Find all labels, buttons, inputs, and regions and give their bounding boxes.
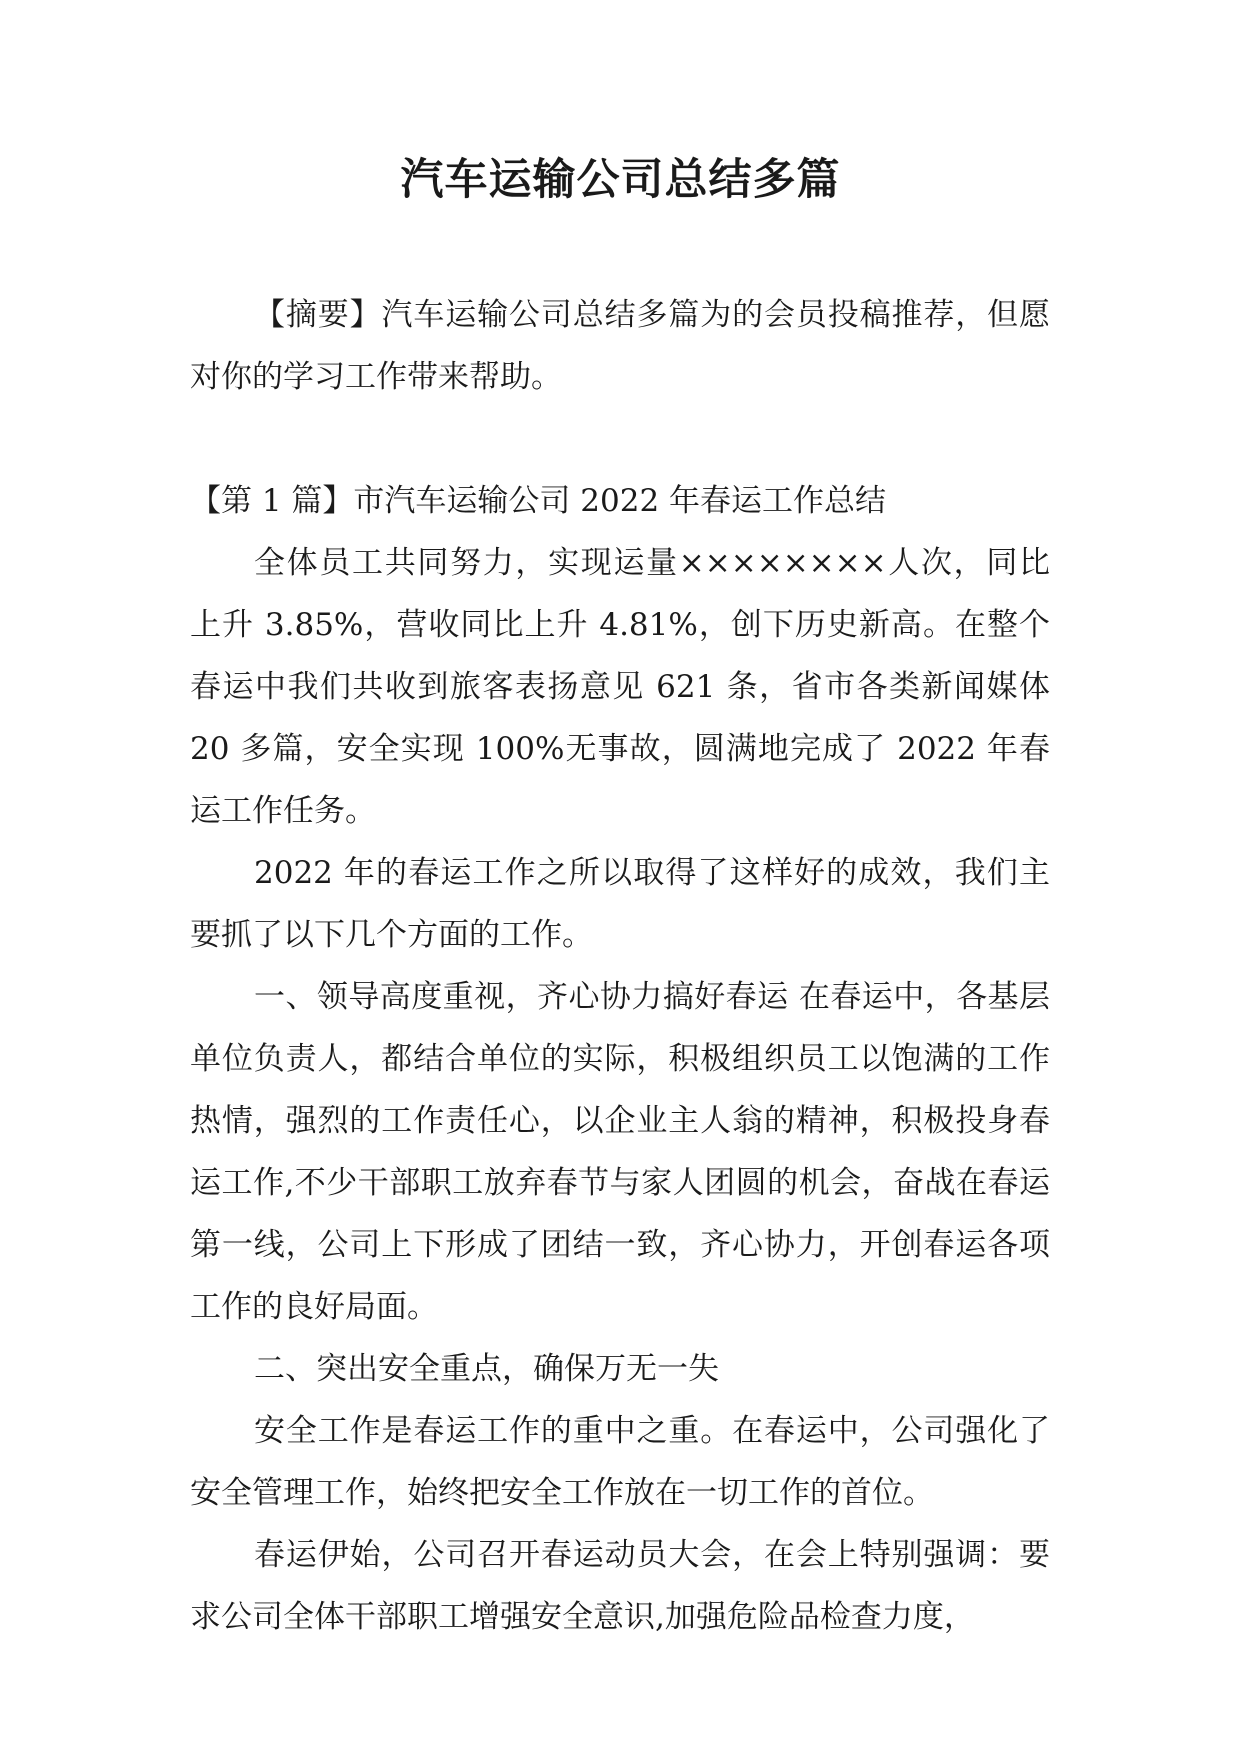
document-body — [190, 284, 1050, 1648]
subheading-paragraph: 二、突出安全重点，确保万无一失 — [254, 1351, 719, 1387]
section-heading: 【第 1 篇】市汽车运输公司 2022 年春运工作总结 — [190, 483, 887, 519]
body-paragraph: 安全工作是春运工作的重中之重。在春运中，公司强化了安全管理工作，始终把安全工作放在一切工作的首位。 — [190, 1413, 1050, 1511]
body-paragraph: 全体员工共同努力，实现运量××××××××人次，同比上升 3.85%，营收同比上升 4.81%，创下历史新高。在整个春运中我们共收到旅客表扬意见 621 条，省市各类新闻媒体 20 多篇，安全实现 100%无事故，圆满地完成了 2022 年春运工作任务。 — [190, 545, 1050, 829]
document-title: 汽车运输公司总结多篇 — [400, 155, 841, 205]
spacer — [190, 408, 1050, 470]
abstract-paragraph: 【摘要】汽车运输公司总结多篇为的会员投稿推荐，但愿对你的学习工作带来帮助。 — [190, 297, 1050, 395]
body-paragraph: 一、领导高度重视，齐心协力搞好春运 在春运中，各基层单位负责人，都结合单位的实际，积极组织员工以饱满的工作热情，强烈的工作责任心，以企业主人翁的精神，积极投身春运工作,不少干部职工放弃春节与家人团圆的机会，奋战在春运第一线，公司上下形成了团结一致，齐心协力，开创春运各项工作的良好局面。 — [190, 979, 1050, 1325]
body-paragraph: 春运伊始，公司召开春运动员大会，在会上特别强调：要求公司全体干部职工增强安全意识,加强危险品检查力度， — [190, 1537, 1050, 1635]
body-paragraph: 2022 年的春运工作之所以取得了这样好的成效，我们主要抓了以下几个方面的工作。 — [190, 855, 1050, 953]
